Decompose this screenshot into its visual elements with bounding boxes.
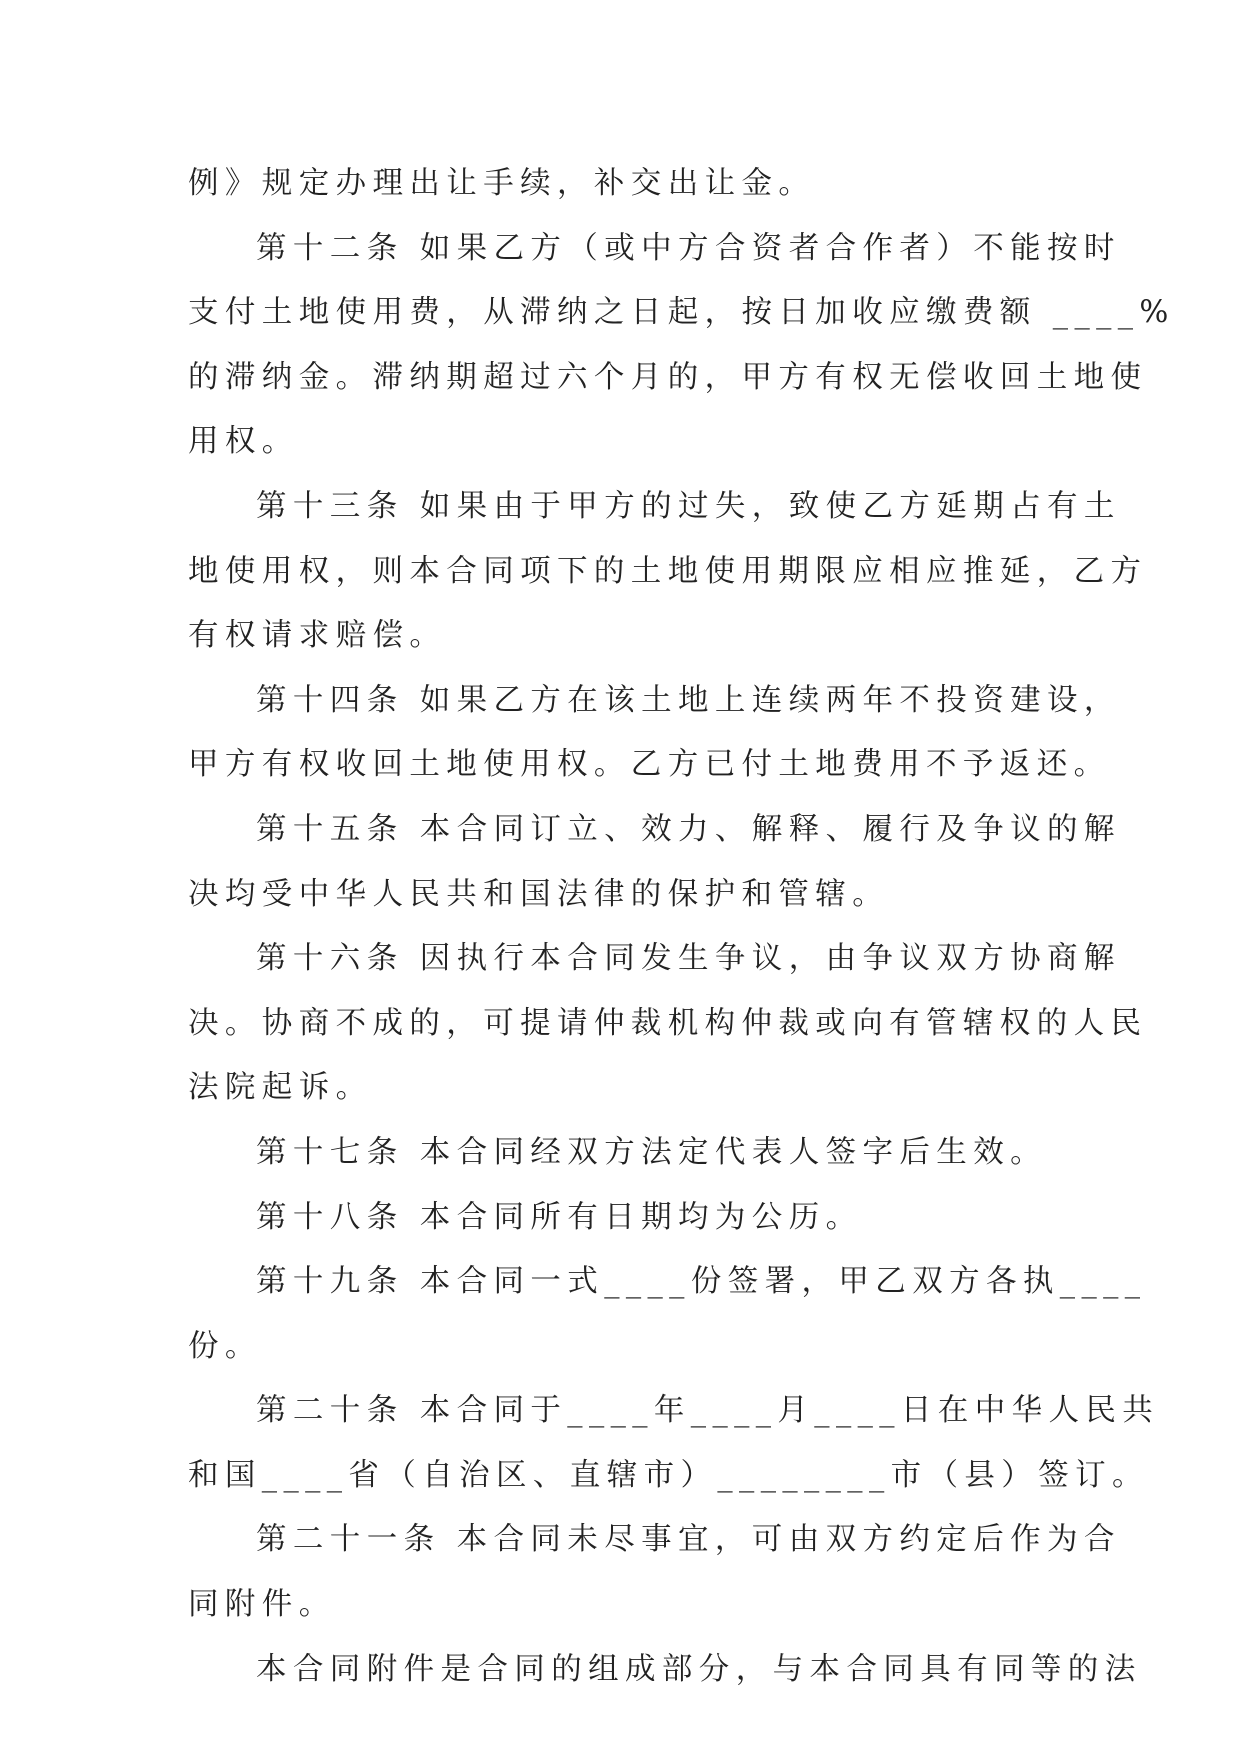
clause-12-line: 第十二条 如果乙方（或中方合资者合作者）不能按时 — [256, 230, 1121, 266]
text-line: 例》规定办理出让手续，补交出让金。 — [188, 166, 816, 201]
clause-21-line: 第二十一条 本合同未尽事宜，可由双方约定后作为合 — [256, 1522, 1121, 1558]
text-line: 地使用权，则本合同项下的土地使用期限应相应推延，乙方 — [188, 553, 1148, 589]
text-line: 决均受中华人民共和国法律的保护和管辖。 — [188, 876, 890, 912]
text-line: 甲方有权收回土地使用权。乙方已付土地费用不予返还。 — [188, 747, 1111, 783]
clause-20-line: 第二十条 本合同于____年____月____日在中华人民共 — [256, 1393, 1160, 1429]
text-line: 用权。 — [188, 424, 299, 460]
contract-body — [188, 152, 1175, 1702]
clause-18-line: 第十八条 本合同所有日期均为公历。 — [256, 1199, 863, 1235]
clause-16-line: 第十六条 因执行本合同发生争议，由争议双方协商解 — [256, 941, 1121, 977]
text-line: 决。协商不成的，可提请仲裁机构仲裁或向有管辖权的人民 — [188, 1005, 1148, 1041]
text-line: 的滞纳金。滞纳期超过六个月的，甲方有权无偿收回土地使 — [188, 359, 1148, 395]
clause-15-line: 第十五条 本合同订立、效力、解释、履行及争议的解 — [256, 811, 1121, 847]
clause-19-line: 第十九条 本合同一式____份签署，甲乙双方各执____ — [256, 1264, 1147, 1300]
clause-17-line: 第十七条 本合同经双方法定代表人签字后生效。 — [256, 1134, 1047, 1170]
appendix-line: 本合同附件是合同的组成部分，与本合同具有同等的法 — [256, 1651, 1142, 1687]
text-line: 份。 — [188, 1328, 262, 1364]
clause-14-line: 第十四条 如果乙方在该土地上连续两年不投资建设， — [256, 682, 1121, 718]
text-line: 有权请求赔偿。 — [188, 618, 447, 654]
text-line: 同附件。 — [188, 1587, 336, 1623]
clause-13-line: 第十三条 如果由于甲方的过失，致使乙方延期占有土 — [256, 488, 1121, 524]
text-line: 支付土地使用费，从滞纳之日起，按日加收应缴费额 ____% — [188, 295, 1175, 331]
text-line: 法院起诉。 — [188, 1070, 373, 1106]
text-line: 和国____省（自治区、直辖市）________市（县）签订。 — [188, 1457, 1149, 1493]
